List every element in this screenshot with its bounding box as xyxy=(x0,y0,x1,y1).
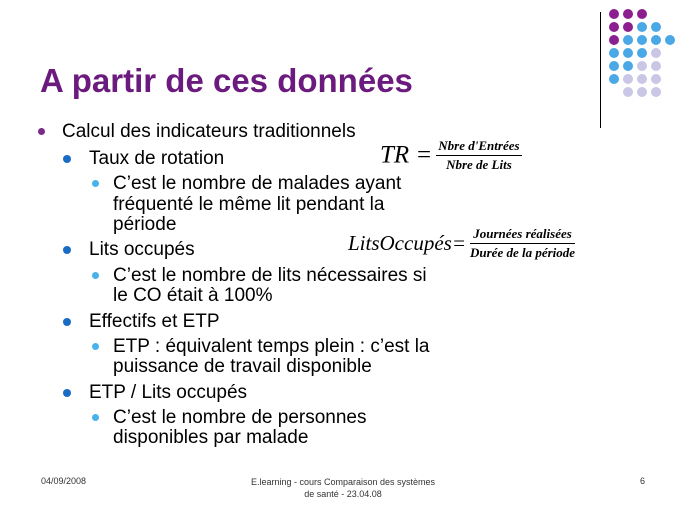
footer-course xyxy=(236,476,450,500)
bullet-dot-icon xyxy=(63,155,71,163)
decorative-dot xyxy=(609,61,619,71)
bullet-dot-icon xyxy=(92,343,99,350)
footer-course-line1: E.learning - cours Comparaison des systèmes xyxy=(250,477,436,487)
bullet-dot-icon xyxy=(92,272,99,279)
bullet-level2-text: Taux de rotation xyxy=(89,148,225,169)
decorative-dot xyxy=(609,48,619,58)
slide-title: A partir de ces données xyxy=(40,62,413,99)
decorative-dot xyxy=(651,87,661,97)
formula-fraction xyxy=(470,226,575,261)
bullet-level2-text: Effectifs et ETP xyxy=(89,311,220,332)
bullet-level3-text: puissance de travail disponible xyxy=(113,356,372,377)
decorative-dot xyxy=(637,87,647,97)
decorative-dot xyxy=(637,48,647,58)
bullet-level2-text: Lits occupés xyxy=(89,239,195,260)
decorative-dot xyxy=(651,22,661,32)
formula-lits-occupes xyxy=(348,226,575,261)
bullet-dot-icon xyxy=(63,389,71,397)
decorative-dot xyxy=(651,48,661,58)
formula-denominator: Nbre de Lits xyxy=(446,157,512,172)
decorative-dot xyxy=(609,22,619,32)
bullet-level3-text: ETP : équivalent temps plein : c’est la xyxy=(113,336,430,357)
formula-denominator: Durée de la période xyxy=(470,245,576,260)
bullet-dot-icon xyxy=(92,414,99,421)
decorative-dot xyxy=(637,74,647,84)
decorative-dot xyxy=(609,35,619,45)
divider-line xyxy=(600,12,601,128)
decorative-dot xyxy=(637,61,647,71)
bullet-level3-text: période xyxy=(113,214,177,235)
decorative-dot xyxy=(609,74,619,84)
decorative-dot xyxy=(651,74,661,84)
bullet-level3-text: C’est le nombre de malades ayant xyxy=(113,173,402,194)
bullet-dot-icon xyxy=(38,128,45,135)
decorative-dot xyxy=(637,35,647,45)
formula-lhs: TR = xyxy=(380,141,433,169)
bullet-level3-text: disponibles par malade xyxy=(113,427,309,448)
decorative-dot-grid xyxy=(608,8,684,128)
bullet-dot-icon xyxy=(63,318,71,326)
bullet-level3-text: fréquenté le même lit pendant la xyxy=(113,194,385,215)
footer-date: 04/09/2008 xyxy=(41,476,87,486)
footer-course-line2: de santé - 23.04.08 xyxy=(304,489,382,499)
decorative-dot xyxy=(623,35,633,45)
bullet-dot-icon xyxy=(92,180,99,187)
bullet-level3-text: C’est le nombre de personnes xyxy=(113,407,367,428)
decorative-dot xyxy=(609,9,619,19)
decorative-dot xyxy=(623,22,633,32)
decorative-dot xyxy=(623,9,633,19)
decorative-dot xyxy=(665,35,675,45)
decorative-dot xyxy=(623,87,633,97)
formula-lhs: LitsOccupés= xyxy=(348,231,466,255)
bullet-level1-text: Calcul des indicateurs traditionnels xyxy=(62,121,356,142)
decorative-dot xyxy=(637,9,647,19)
bullet-level3-text: le CO était à 100% xyxy=(113,285,273,306)
decorative-dot xyxy=(623,74,633,84)
page-number: 6 xyxy=(640,476,646,486)
decorative-dot xyxy=(637,22,647,32)
decorative-dot xyxy=(651,35,661,45)
formula-numerator: Nbre d'Entrées xyxy=(436,138,521,156)
formula-fraction xyxy=(436,138,521,173)
formula-taux-rotation xyxy=(380,138,522,173)
bullet-level3-text: C’est le nombre de lits nécessaires si xyxy=(113,265,427,286)
bullet-level2-text: ETP / Lits occupés xyxy=(89,382,248,403)
bullet-dot-icon xyxy=(63,246,71,254)
decorative-dot xyxy=(623,61,633,71)
formula-numerator: Journées réalisées xyxy=(470,226,575,244)
decorative-dot xyxy=(651,61,661,71)
decorative-dot xyxy=(623,48,633,58)
